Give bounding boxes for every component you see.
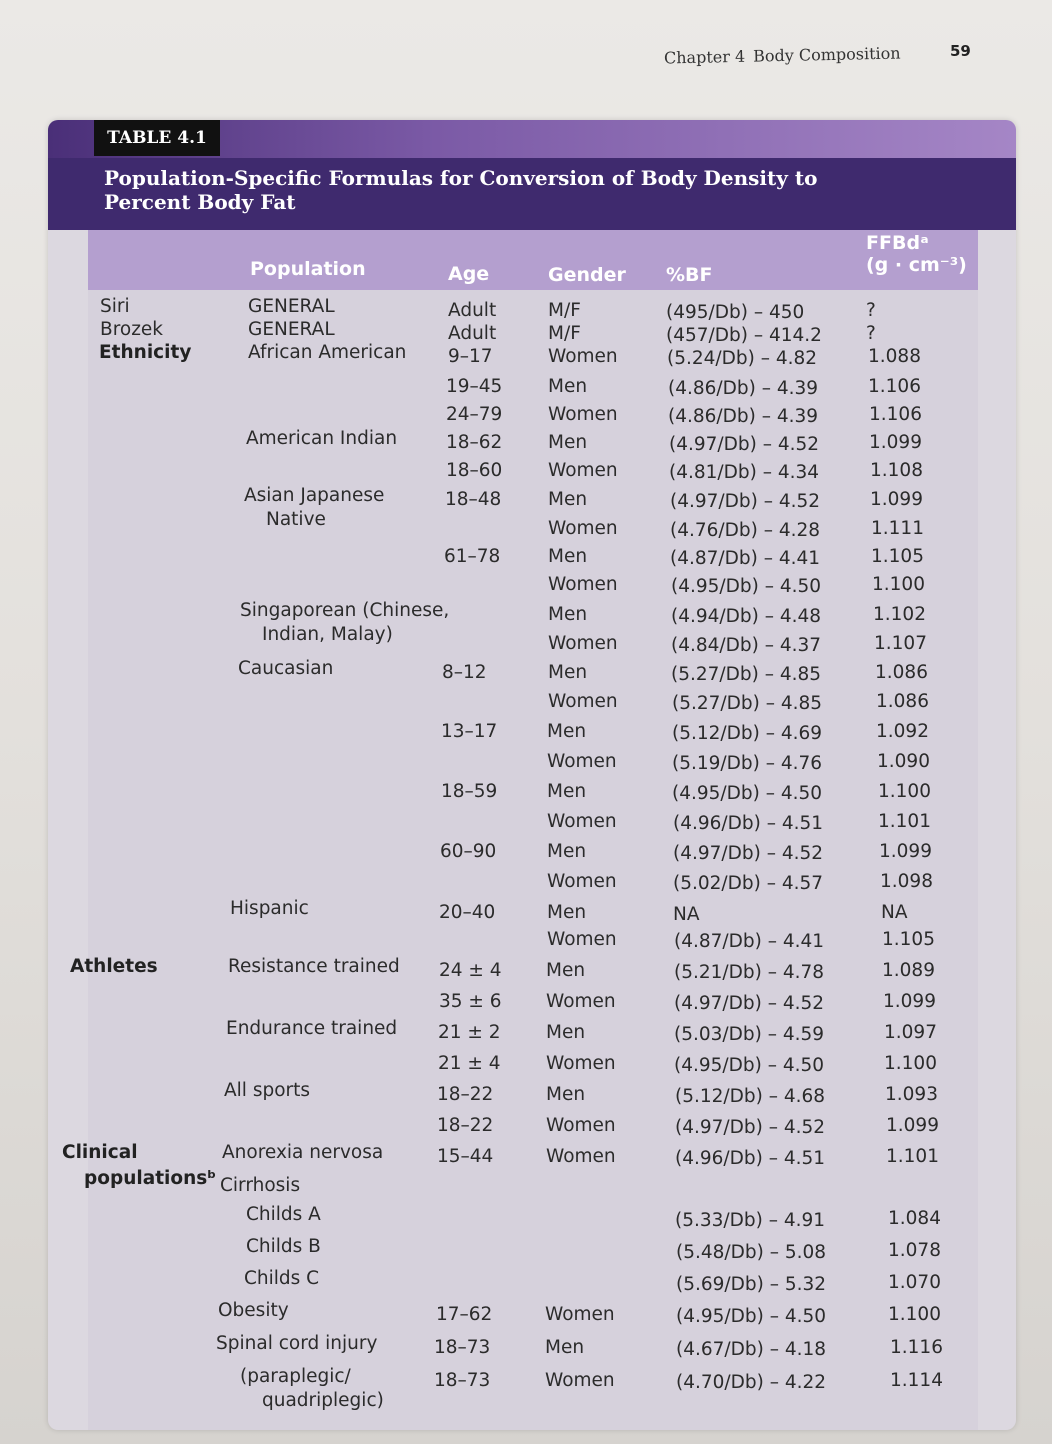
row-gender: Men [547,721,587,742]
row-bf-formula: (5.33/Db) – 4.91 [675,1210,826,1231]
row-bf-formula: (4.97/Db) – 4.52 [675,1117,826,1138]
row-ffbd: 1.099 [879,841,932,862]
row-age: 61–78 [444,546,501,567]
row-ffbd: 1.100 [872,574,925,595]
row-ffbd: 1.098 [880,871,933,892]
row-population: Spinal cord injury [216,1333,378,1354]
row-age: 18–73 [434,1370,491,1391]
row-bf-formula: (4.97/Db) – 4.52 [674,993,825,1014]
row-ffbd: 1.107 [874,633,927,654]
row-population: Hispanic [230,898,309,919]
row-gender: Men [548,546,588,567]
row-age: 17–62 [436,1304,493,1325]
header-gender: Gender [548,264,626,286]
row-ffbd: 1.099 [869,432,922,453]
row-ffbd: 1.097 [884,1022,937,1043]
row-age: 15–44 [437,1146,494,1167]
row-gender: Women [548,633,618,654]
row-population: Childs A [246,1204,321,1225]
row-age: 18–59 [441,781,498,802]
row-bf-formula: (5.21/Db) – 4.78 [674,962,825,983]
header-bf: %BF [666,264,713,286]
row-bf-formula: (4.95/Db) – 4.50 [672,783,823,804]
row-bf-formula: (495/Db) – 450 [666,302,805,323]
row-population-line2: quadriplegic) [262,1390,384,1411]
row-gender: Women [546,991,616,1012]
row-gender: Women [546,1115,616,1136]
row-ffbd: 1.100 [878,781,931,802]
row-ffbd: 1.114 [890,1370,943,1391]
row-ffbd: 1.106 [868,376,921,397]
row-bf-formula: (5.02/Db) – 4.57 [673,873,824,894]
header-population: Population [250,258,366,280]
row-bf-formula: (4.86/Db) – 4.39 [668,378,819,399]
row-bf-formula: (4.95/Db) – 4.50 [671,576,822,597]
row-ffbd: 1.105 [882,929,935,950]
row-gender: Men [548,376,588,397]
row-ffbd: 1.111 [871,518,924,539]
row-age: 18–73 [434,1337,491,1358]
row-bf-formula: (5.03/Db) – 4.59 [674,1024,825,1045]
row-ffbd: 1.092 [876,721,929,742]
row-gender: M/F [548,323,581,344]
row-ffbd: 1.100 [888,1304,941,1325]
row-gender: Men [546,1084,586,1105]
row-gender: Women [546,1053,616,1074]
row-ffbd: 1.099 [886,1115,939,1136]
row-bf-formula: (4.97/Db) – 4.52 [669,434,820,455]
row-population: Resistance trained [228,956,400,977]
row-bf-formula: (4.70/Db) – 4.22 [676,1372,827,1393]
row-bf-formula: (5.27/Db) – 4.85 [672,693,823,714]
row-bf-formula: (4.87/Db) – 4.41 [670,548,821,569]
row-gender: Men [546,1022,586,1043]
row-bf-formula: (4.95/Db) – 4.50 [676,1306,827,1327]
row-bf-formula: (5.19/Db) – 4.76 [672,753,823,774]
page-number: 59 [950,42,971,60]
row-ffbd: 1.099 [883,991,936,1012]
row-bf-formula: (5.69/Db) – 5.32 [676,1274,827,1295]
row-ffbd: ? [866,323,876,344]
table-title [104,166,864,214]
table-title-line1: Population-Specific Formulas for Conversion of Body Density to [104,166,818,190]
row-population: American Indian [246,428,398,449]
row-ffbd: 1.093 [885,1084,938,1105]
row-gender: Men [547,781,587,802]
row-group-label: Athletes [70,956,158,977]
row-ffbd: 1.070 [888,1272,941,1293]
header-ffbd-line2: (g · cm⁻³) [866,254,967,276]
row-ffbd: 1.086 [875,662,928,683]
row-gender: Men [547,902,587,923]
row-population: Anorexia nervosa [222,1142,384,1163]
row-age: 35 ± 6 [439,991,502,1012]
row-bf-formula: (4.97/Db) – 4.52 [670,491,821,512]
row-age: 18–22 [437,1084,494,1105]
row-bf-formula: (4.84/Db) – 4.37 [671,635,822,656]
row-age: 24–79 [446,404,503,425]
row-bf-formula: (4.87/Db) – 4.41 [674,931,825,952]
row-group-label: Brozek [100,319,164,340]
row-bf-formula: (4.97/Db) – 4.52 [673,843,824,864]
row-age: 21 ± 4 [438,1053,501,1074]
table-4-1 [48,120,1016,1430]
row-age: 20–40 [439,902,496,923]
row-gender: Women [548,574,618,595]
row-gender: Men [548,662,588,683]
row-bf-formula: (5.12/Db) – 4.68 [675,1086,826,1107]
row-ffbd: 1.086 [876,691,929,712]
row-ffbd: 1.088 [868,346,921,367]
row-bf-formula: NA [673,904,700,925]
row-bf-formula: (4.81/Db) – 4.34 [669,462,820,483]
row-ffbd: 1.105 [871,546,924,567]
row-age: 21 ± 2 [438,1022,501,1043]
table-title-line2: Percent Body Fat [104,190,296,214]
row-ffbd: 1.078 [888,1240,941,1261]
row-gender: Women [545,1370,615,1391]
row-ffbd: 1.100 [884,1053,937,1074]
row-gender: Men [548,432,588,453]
row-age: 19–45 [446,376,503,397]
row-gender: Women [547,751,617,772]
row-ffbd: NA [881,902,908,923]
row-gender: Men [548,604,588,625]
row-ffbd: 1.102 [873,604,926,625]
header-ffbd-line1: FFBdᵃ [866,232,929,254]
running-head [664,44,901,68]
row-group-label: Ethnicity [99,342,192,363]
row-bf-formula: (5.27/Db) – 4.85 [671,664,822,685]
row-age: 60–90 [440,841,497,862]
row-gender: M/F [548,300,581,321]
header-ffbd [866,232,967,276]
row-population: Singaporean (Chinese, [240,600,450,621]
row-population: Obesity [218,1300,289,1321]
row-gender: Women [548,518,618,539]
table-body [88,290,978,1430]
table-header-row [88,230,978,290]
row-gender: Women [547,929,617,950]
row-bf-formula: (5.12/Db) – 4.69 [672,723,823,744]
row-gender: Men [547,841,587,862]
row-population: African American [248,342,407,363]
row-bf-formula: (4.95/Db) – 4.50 [674,1055,825,1076]
row-population: (paraplegic/ [240,1366,351,1387]
row-bf-formula: (4.67/Db) – 4.18 [676,1339,827,1360]
row-bf-formula: (457/Db) – 414.2 [666,325,822,346]
row-age: 18–22 [437,1115,494,1136]
row-bf-formula: (4.94/Db) – 4.48 [671,606,822,627]
row-bf-formula: (4.96/Db) – 4.51 [673,813,824,834]
row-ffbd: 1.108 [870,460,923,481]
row-population: Endurance trained [226,1018,398,1039]
row-ffbd: ? [866,300,876,321]
row-age: Adult [448,300,497,321]
row-population: Cirrhosis [220,1175,301,1196]
row-ffbd: 1.089 [882,960,935,981]
row-gender: Women [548,691,618,712]
chapter-number: Chapter 4 [663,46,746,68]
row-population-line2: Native [266,509,326,530]
row-ffbd: 1.101 [878,811,931,832]
table-label: TABLE 4.1 [94,120,220,156]
row-gender: Men [546,960,586,981]
row-population: Asian Japanese [244,485,385,506]
row-gender: Men [548,489,588,510]
row-population: GENERAL [248,319,335,340]
row-population: Childs C [244,1268,320,1289]
header-age: Age [448,263,490,285]
row-gender: Women [548,346,618,367]
row-age: 9–17 [448,346,493,367]
row-group-label: Siri [100,296,130,317]
chapter-title: Body Composition [752,43,901,66]
row-population: Childs B [246,1236,321,1257]
row-ffbd: 1.101 [886,1146,939,1167]
row-gender: Women [545,1304,615,1325]
row-ffbd: 1.116 [890,1337,943,1358]
row-age: 24 ± 4 [439,960,502,981]
row-bf-formula: (4.86/Db) – 4.39 [668,406,819,427]
row-gender: Men [545,1337,585,1358]
row-age: 18–48 [445,489,502,510]
row-gender: Women [547,871,617,892]
row-gender: Women [548,460,618,481]
row-ffbd: 1.084 [888,1208,941,1229]
row-population: GENERAL [248,296,335,317]
row-age: 18–62 [446,432,503,453]
row-bf-formula: (5.24/Db) – 4.82 [667,348,818,369]
row-population: All sports [224,1080,311,1101]
row-group-label-line2: populationsᵇ [84,1168,217,1189]
row-age: 8–12 [442,662,487,683]
row-ffbd: 1.099 [870,489,923,510]
row-gender: Women [548,404,618,425]
row-bf-formula: (4.76/Db) – 4.28 [670,520,821,541]
row-bf-formula: (4.96/Db) – 4.51 [675,1148,826,1169]
row-bf-formula: (5.48/Db) – 5.08 [676,1242,827,1263]
row-age: 13–17 [441,721,498,742]
row-ffbd: 1.106 [869,404,922,425]
row-age: Adult [448,323,497,344]
row-group-label: Clinical [62,1142,138,1163]
row-population: Caucasian [238,658,334,679]
row-ffbd: 1.090 [877,751,930,772]
row-age: 18–60 [446,460,503,481]
row-gender: Women [546,1146,616,1167]
row-population-line2: Indian, Malay) [262,624,393,645]
row-gender: Women [547,811,617,832]
